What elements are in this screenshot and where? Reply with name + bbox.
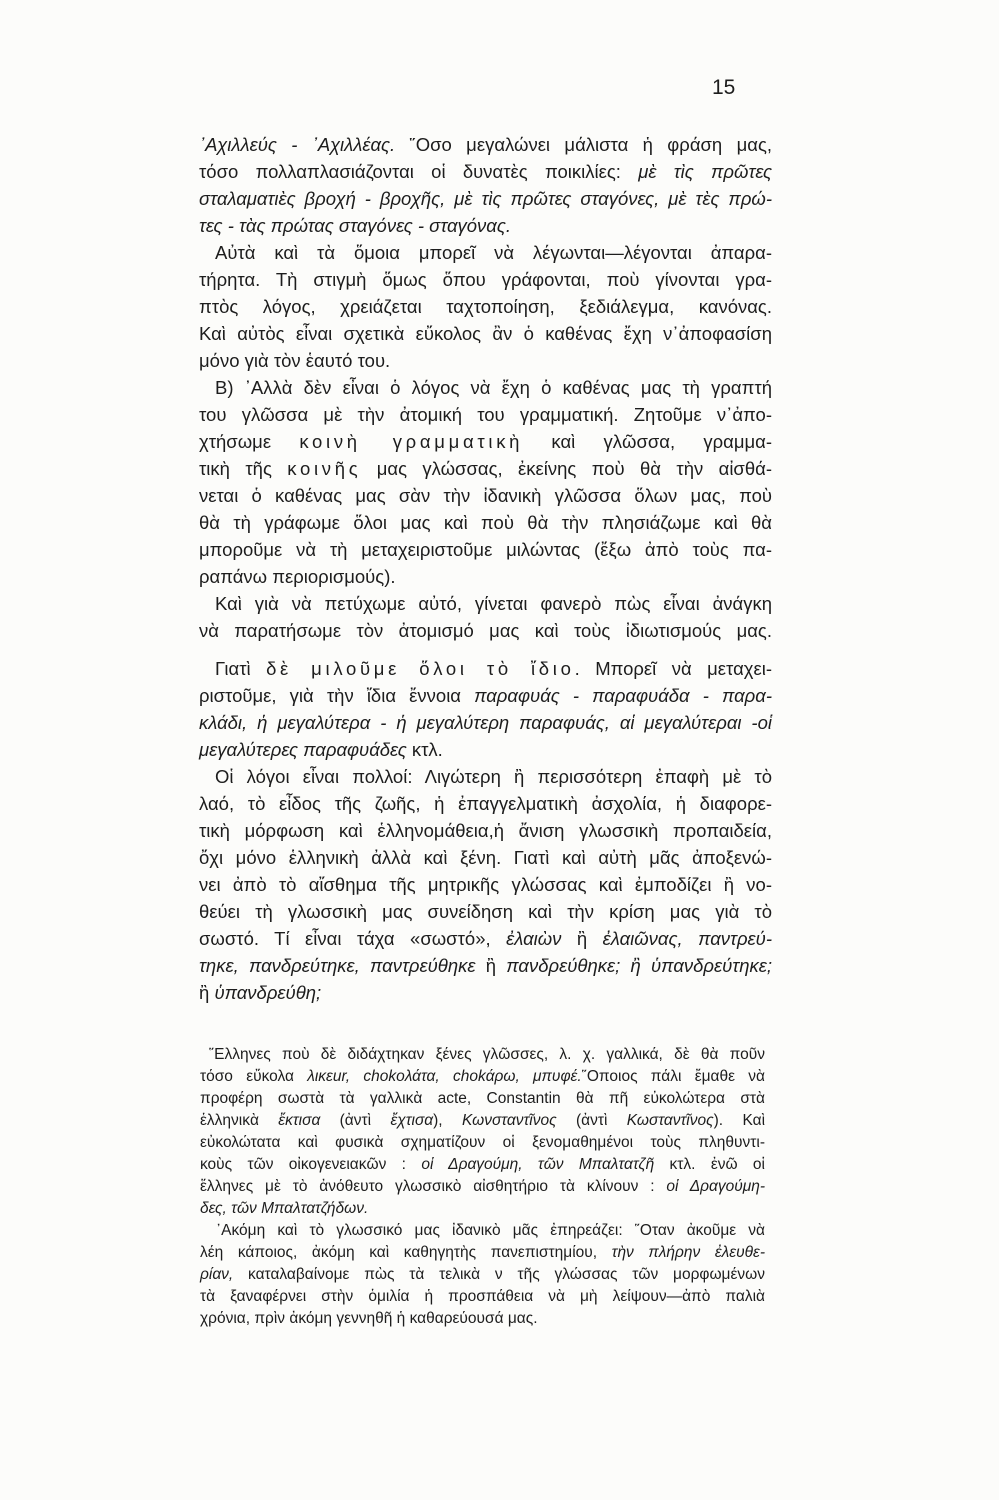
footnote-line [200,1264,765,1286]
text-line [199,374,772,401]
text-run: χτήσωμε [199,431,300,452]
text-line [199,590,772,617]
text-line [199,239,772,266]
italic-text-run: σταλαματιὲς βροχή - βροχῆς, μὲ τὶς πρῶτες σταγόνες, μὲ τὲς πρώ- [199,188,772,209]
italic-text-run: παραφυάς - παραφυάδα - παρα- [474,685,772,706]
text-run: καταλαβαίνομε πὼς τὰ τελικὰ ν τῆς γλώσσας τῶν μορφωμένων [233,1266,765,1283]
italic-text-run: Κωσταντῖνος [626,1112,714,1129]
text-run: κτλ. ἐνῶ οἱ [654,1156,765,1173]
italic-text-run: τες - τὰς πρώτας σταγόνες - σταγόνας. [199,215,511,236]
text-run: λέη κάποιος, ἀκόμη καὶ καθηγητὴς πανεπιστημίου, [200,1244,612,1261]
text-run: νεται ὁ καθένας μας σὰν τὴν ἰδανικὴ γλῶσσα ὅλων μας, ποὺ [199,485,772,506]
footnote-line [200,1044,765,1066]
italic-text-run: τὴν πλήρην ἐλευθε- [611,1244,765,1261]
text-run: εὐκολώτατα καὶ φυσικὰ σχηματίζουν οἱ ξενομαθημένοι τοὺς πληθυντι- [200,1134,765,1151]
text-line [199,131,772,158]
text-run: λαό, τὸ εἶδος τῆς ζωῆς, ἡ ἐπαγγελματικὴ ἀσχολία, ἡ διαφορε- [199,793,772,814]
text-line [199,790,772,817]
italic-text-run: ἔκτισα [278,1112,321,1129]
text-line [199,158,772,185]
footnote-line [200,1110,765,1132]
text-run: ), [433,1112,462,1129]
footnote-line [200,1088,765,1110]
text-run: τὰ ξαναφέρνει στὴν ὁμιλία ἡ προσπάθεια νὰ μὴ λείψουν—ἀπὸ παλιὰ [200,1288,765,1305]
text-line [199,266,772,293]
text-run: ὄχι μόνο ἑλληνικὴ ἀλλὰ καὶ ξένη. Γιατὶ καὶ αὐτὴ μᾶς ἀποξενώ- [199,847,772,868]
text-run: ἕλληνες μὲ τὸ ἀνόθευτο γλωσσικὸ αἰσθητήριο τὰ κλίνουν : [200,1178,667,1195]
footnote-line [200,1132,765,1154]
text-line [199,682,772,709]
italic-text-run: ἐλαιὼν [506,928,562,949]
text-run: ῞Οσο μεγαλώνει μάλιστα ἡ φράση μας, [395,134,772,155]
spaced-text-run: κοινὴ γραμματικὴ [299,431,524,452]
text-line [199,655,772,682]
text-run: καὶ γλῶσσα, γραμμα- [523,431,773,452]
text-line [199,871,772,898]
text-line [199,320,772,347]
text-line [199,482,772,509]
italic-text-run: οἱ Δραγούμη, τῶν Μπαλτατζῆ [421,1156,655,1173]
text-line [199,536,772,563]
footnote-line [200,1308,765,1330]
text-run: ραπάνω περιορισμούς). [199,566,396,587]
text-run: ῞Ελληνες ποὺ δὲ διδάχτηκαν ξένες γλῶσσες, λ. χ. γαλλικά, δὲ θὰ ποῦν [209,1046,765,1063]
text-run: προφέρη σωστὰ τὰ γαλλικὰ acte, Constantin θὰ πῆ εὐκολώτερα στὰ [200,1090,765,1107]
text-line [199,617,772,644]
text-run: μόνο γιὰ τὸν ἑαυτό του. [199,350,391,371]
text-run: (ἀντὶ [556,1112,627,1129]
text-run: μας γλώσσας, ἐκείνης ποὺ θὰ τὴν αἰσθά- [361,458,772,479]
footnote-line [200,1198,765,1220]
italic-text-run: ἔχτισα [390,1112,434,1129]
text-run: σωστό. Τί εἶναι τάχα «σωστό», [199,928,507,949]
text-run: τικὴ τῆς [199,458,288,479]
italic-text-run: ὑπανδρεύθη; [214,982,322,1003]
italic-text-run: κλάδι, ἡ μεγαλύτερα - ἡ μεγαλύτερη παραφυάς, αἱ μεγαλύτεραι -οἱ [199,712,772,733]
text-run: τόσο πολλαπλασιάζονται οἱ δυνατὲς ποικιλίες: [199,161,639,182]
footnote-line [200,1220,765,1242]
footnote-line [200,1242,765,1264]
text-run: ριστοῦμε, γιὰ τὴν ἴδια ἔννοια [199,685,475,706]
text-run: κοὺς τῶν οἰκογενειακῶν : [200,1156,422,1173]
text-run: Β) ᾿Αλλὰ δὲν εἶναι ὁ λόγος νὰ ἔχη ὁ καθένας μας τὴ γραπτή [215,377,772,398]
text-line [199,925,772,952]
text-run: ἢ [475,955,507,976]
text-run: ἑλληνικὰ [200,1112,279,1129]
text-run: . Μπορεῖ νὰ μεταχει- [574,658,772,679]
text-line [199,898,772,925]
text-run: Γιατὶ [215,658,267,679]
main-text [199,131,772,1006]
italic-text-run: ρίαν, [200,1266,234,1283]
text-line [199,979,772,1006]
text-line [199,844,772,871]
text-run: του γλῶσσα μὲ τὴν ἀτομική του γραμματική. Ζητοῦμε ν᾿ἀπο- [199,404,772,425]
text-run: τικὴ μόρφωση καὶ ἑλληνομάθεια,ἡ ἄνιση γλωσσικὴ προπαιδεία, [199,820,772,841]
text-line [199,952,772,979]
text-line [199,509,772,536]
text-run: Καὶ αὐτὸς εἶναι σχετικὰ εὔκολος ἂν ὁ καθένας ἔχη ν᾿ἀποφασίση [199,323,772,344]
text-run: Αὐτὰ καὶ τὰ ὅμοια μπορεῖ νὰ λέγωνται—λέγονται ἀπαρα- [215,242,772,263]
text-run: νὰ παρατήσωμε τὸν ἀτομισμό μας καὶ τοὺς ἰδιωτισμούς μας. [199,620,772,641]
italic-text-run: λικεur, chokoλάτα, chokάρω, μπυφέ. [307,1068,582,1085]
text-line [199,736,772,763]
text-line [199,185,772,212]
footnote-line [200,1286,765,1308]
italic-text-run: μεγαλύτερες παραφυάδες [199,739,407,760]
italic-text-run: δες, τῶν Μπαλτατζήδων. [200,1200,369,1217]
italic-text-run: τηκε, πανδρεύτηκε, παντρεύθηκε [199,955,476,976]
text-run: ). Καὶ [713,1112,766,1129]
spaced-text-run: δὲ μιλοῦμε ὅλοι τὸ ἴδιο [266,658,575,679]
text-line [199,709,772,736]
italic-text-run: ἐλαιῶνας, παντρεύ- [602,928,773,949]
text-run: θεύει τὴ γλωσσικὴ μας συνείδηση καὶ τὴν κρίση μας γιὰ τὸ [199,901,772,922]
text-line [199,347,772,374]
text-run: Καὶ γιὰ νὰ πετύχωμε αὐτό, γίνεται φανερὸ πὼς εἶναι ἀνάγκη [215,593,772,614]
text-line [199,401,772,428]
italic-text-run: μὲ τὶς πρῶτες [638,161,772,182]
text-line [199,563,772,590]
text-run: τόσο εὔκολα [200,1068,308,1085]
text-line [199,817,772,844]
text-line [199,293,772,320]
text-run: πτὸς λόγος, χρειάζεται ταχτοποίηση, ξεδιάλεγμα, κανόνας. [199,296,772,317]
spaced-text-run: κοινῆς [287,458,362,479]
text-run: νει ἀπὸ τὸ αἴσθημα τῆς μητρικῆς γλώσσας καὶ ἐμποδίζει ἢ νο- [199,874,772,895]
text-run: μποροῦμε νὰ τὴ μεταχειριστοῦμε μιλώντας (ἔξω ἀπὸ τοὺς πα- [199,539,772,560]
text-run: κτλ. [406,739,443,760]
text-run: Οἱ λόγοι εἶναι πολλοί: Λιγώτερη ἢ περισσότερη ἐπαφὴ μὲ τὸ [215,766,772,787]
text-run: ῞Οποιος πάλι ἔμαθε νὰ [581,1068,765,1085]
text-run: τήρητα. Τὴ στιγμὴ ὅμως ὅπου γράφονται, ποὺ γίνονται γρα- [199,269,772,290]
page-number: 15 [712,76,736,99]
footnote-line [200,1176,765,1198]
footnotes [200,1044,765,1330]
italic-text-run: πανδρεύθηκε; ἢ ὑπανδρεύτηκε; [506,955,773,976]
text-run: ἢ [561,928,603,949]
footnote-line [200,1066,765,1088]
footnote-line [200,1154,765,1176]
italic-text-run: Κωνσταντῖνος [461,1112,557,1129]
text-run: χρόνια, πρὶν ἀκόμη γεννηθῆ ἡ καθαρεύουσά μας. [200,1310,538,1327]
text-line [199,455,772,482]
text-run: θὰ τὴ γράφωμε ὅλοι μας καὶ ποὺ θὰ τὴν πλησιάζωμε καὶ θὰ [199,512,772,533]
text-line [199,212,772,239]
italic-text-run: ᾿Αχιλλεύς - ᾿Αχιλλέας. [199,134,396,155]
text-run: (ἀντὶ [320,1112,391,1129]
italic-text-run: οἱ Δραγούμη- [666,1178,766,1195]
text-line [199,763,772,790]
text-line [199,428,772,455]
text-run: ἢ [199,982,215,1003]
text-run: ᾿Ακόμη καὶ τὸ γλωσσικό μας ἰδανικὸ μᾶς ἐπηρεάζει: ῞Οταν ἀκοῦμε νὰ [216,1222,765,1239]
